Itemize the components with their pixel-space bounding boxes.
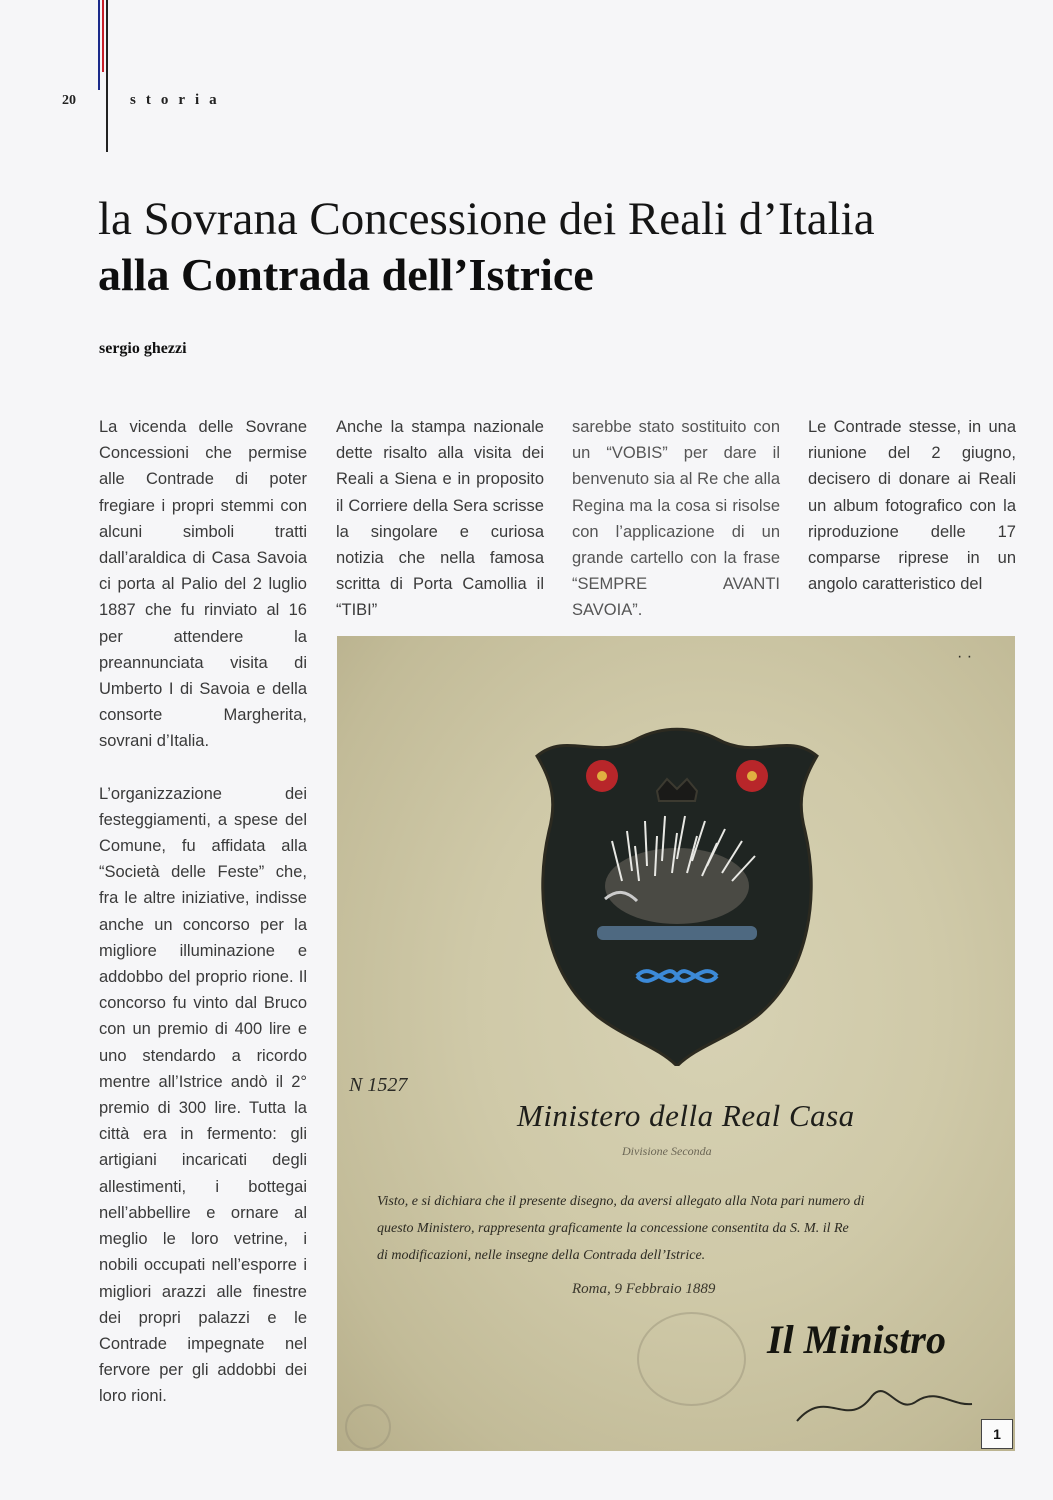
text-column-1 — [99, 414, 307, 1410]
right-rose-icon — [736, 760, 768, 792]
page-number: 20 — [62, 93, 76, 108]
signature-scrawl-icon — [777, 1366, 977, 1436]
article-subtitle: alla Contrada dell’Istrice — [98, 249, 594, 300]
paragraph: sarebbe stato sostituito con un “VOBIS” per dare il benvenuto sia al Re che alla Regina ma la cosa si risolse con l’applicazione di un grande cartello con la frase “SEMPRE AVANTI SAVOIA”. — [572, 418, 780, 620]
section-label: storia — [130, 92, 227, 108]
figure-number-badge: 1 — [981, 1419, 1013, 1449]
paragraph: Anche la stampa nazionale dette risalto alla visita dei Reali a Siena e in proposito il Corriere della Sera scrisse la singolare e curiosa notizia che nella famosa scritta di Porta Camollia il “TIBI” — [336, 418, 544, 620]
embossed-seal-icon — [637, 1312, 746, 1406]
article-author: sergio ghezzi — [99, 340, 187, 357]
document-text-line: questo Ministero, rappresenta graficamente la concessione consentita da S. M. il Re — [377, 1221, 849, 1236]
paragraph: L’organizzazione dei festeggiamenti, a spese del Comune, fu affidata alla “Società delle Feste” che, fra le altre iniziative, indisse anche un concorso per la migliore illuminazione e addobbo del proprio rione. Il concorso fu vinto dal Bruco con un premio di 400 lire e uno stendardo a ricordo mentre all’Istrice andò il 2° premio di 300 lire. Tutta la città era in fermento: gli artigiani incaricati degli allestimenti, i bottegai nell’abbellire e ornare al meglio le loro vetrine, i nobili occupati nell’esporre i migliori arazzi alle finestre dei propri palazzi e le Contrade impegnate nel fervore per gli addobbi dei loro rioni. — [99, 784, 307, 1406]
black-bar — [106, 0, 108, 152]
document-heading: Ministero della Real Casa — [517, 1098, 855, 1133]
document-signature-title: Il Ministro — [767, 1317, 946, 1362]
blue-bar — [98, 0, 100, 90]
paragraph: Le Contrade stesse, in una riunione del 2 giugno, decisero di donare ai Reali un album fotografico con la riproduzione delle 17 comparse riprese in un angolo caratteristico del — [808, 418, 1016, 594]
stamp-seal-icon — [345, 1404, 391, 1450]
tricolor-header-bars — [98, 0, 110, 152]
text-column-2 — [336, 414, 544, 624]
article-title: la Sovrana Concessione dei Reali d’Italia — [98, 193, 875, 245]
red-bar — [102, 0, 104, 72]
document-handwritten-text — [377, 1188, 977, 1269]
document-subheading: Divisione Seconda — [622, 1144, 712, 1158]
ground-strip — [597, 926, 757, 940]
document-number: N 1527 — [349, 1074, 408, 1096]
document-text-line: Visto, e si dichiara che il presente disegno, da aversi allegato alla Nota pari numero di — [377, 1194, 865, 1209]
document-text-line: di modificazioni, nelle insegne della Contrada dell’Istrice. — [377, 1248, 706, 1263]
paragraph: La vicenda delle Sovrane Concessioni che permise alle Contrade di poter fregiare i propri stemmi con alcuni simboli tratti dall’araldica di Casa Savoia ci porta al Palio del 2 luglio 1887 che fu rinviato al 16 per attendere la preannunciata visita di Umberto I di Savoia e della consorte Margherita, sovrani d’Italia. — [99, 418, 307, 751]
text-column-3 — [572, 414, 780, 624]
left-rose-icon — [586, 760, 618, 792]
corner-dots: · · — [957, 648, 973, 665]
coat-of-arms-shield-icon — [527, 721, 827, 1066]
document-date: Roma, 9 Febbraio 1889 — [572, 1281, 716, 1297]
text-column-4 — [808, 414, 1016, 597]
document-photo — [337, 636, 1015, 1451]
